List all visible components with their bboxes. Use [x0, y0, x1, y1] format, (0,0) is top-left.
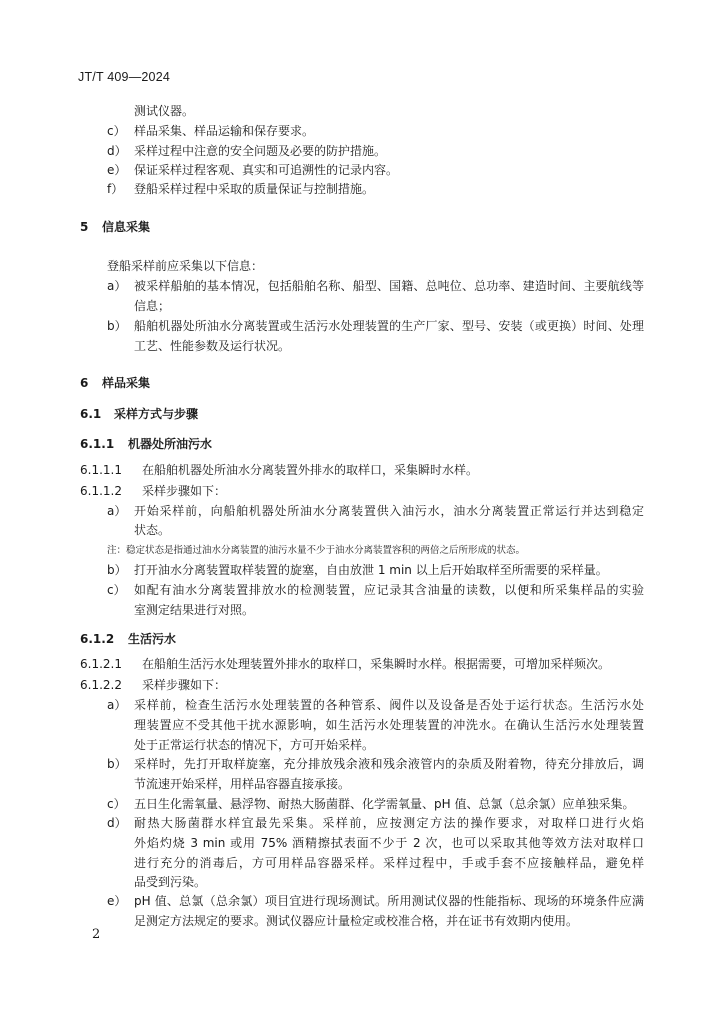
subsection-heading-6-1-2 [80, 631, 176, 647]
list-marker-d: d） [107, 816, 127, 830]
clause-number: 6.1.1.2 [80, 484, 122, 498]
section-title: 信息采集 [102, 220, 151, 234]
list-item-text: 节流速开始采样，用样品容器直接承接。 [134, 777, 351, 791]
section-heading-5 [80, 219, 150, 235]
list-marker-c: c） [107, 797, 126, 811]
subsection-number: 6.1.2 [80, 632, 115, 646]
note-text: 注：稳定状态是指通过油水分离装置的油污水量不少于油水分离装置容积的两倍之后所形成的状态。 [107, 545, 526, 556]
list-item-text: 工艺、性能参数及运行状况。 [134, 339, 291, 353]
list-item-text: 采样过程中注意的安全问题及必要的防护措施。 [134, 144, 387, 158]
list-item-text: 信息； [134, 299, 171, 313]
list-item-text: 处于正常运行状态的情况下，方可开始采样。 [134, 738, 375, 752]
list-marker-e: e） [107, 163, 127, 177]
clause-text: 在船舶生活污水处理装置外排水的取样口，采集瞬时水样。根据需要，可增加采样频次。 [142, 657, 611, 671]
list-item-text: 船舶机器处所油水分离装置或生活污水处理装置的生产厂家、型号、安装（或更换）时间、处理 [134, 319, 644, 333]
list-marker-d: d） [107, 144, 127, 158]
list-item-text: 登船采样过程中采取的质量保证与控制措施。 [134, 182, 375, 196]
subsection-number: 6.1 [80, 407, 102, 421]
clause-6-1-1-2 [80, 483, 226, 499]
clause-text: 采样步骤如下： [142, 484, 227, 498]
section-number: 5 [80, 220, 89, 234]
list-item-text: 状态。 [134, 523, 171, 537]
list-marker-f: f） [107, 182, 124, 196]
list-marker-a: a） [107, 698, 127, 712]
section-title: 样品采集 [102, 376, 151, 390]
list-item-text: 耐热大肠菌群水样宜最先采集。采样前，应按测定方法的操作要求，对取样口进行火焰 [134, 816, 644, 830]
list-item-text: pH 值、总氯（总余氯）项目宜进行现场测试。所用测试仪器的性能指标、现场的环境条件应满 [134, 894, 644, 908]
subsection-title: 机器处所油污水 [128, 437, 213, 451]
clause-text: 采样步骤如下： [142, 678, 227, 692]
list-marker-c: c） [107, 124, 126, 138]
standard-number-header: JT/T 409—2024 [78, 70, 171, 84]
list-marker-c: c） [107, 583, 126, 597]
list-marker-a: a） [107, 504, 127, 518]
subsection-number: 6.1.1 [80, 437, 115, 451]
clause-number: 6.1.2.1 [80, 657, 122, 671]
list-item-text: 品受到污染。 [134, 875, 207, 889]
clause-text: 在船舶机器处所油水分离装置外排水的取样口，采集瞬时水样。 [142, 463, 479, 477]
clause-number: 6.1.1.1 [80, 463, 122, 477]
clause-6-1-2-1 [80, 656, 610, 672]
list-item-text: 足测定方法规定的要求。测试仪器应计量检定或校准合格，并在证书有效期内使用。 [134, 914, 579, 928]
page-number: 2 [92, 927, 101, 942]
list-item-text: 采样前，检查生活污水处理装置的各种管系、阀件以及设备是否处于运行状态。生活污水处 [134, 698, 644, 712]
list-marker-b: b） [107, 757, 127, 771]
subsection-title: 生活污水 [128, 632, 177, 646]
section-heading-6 [80, 375, 150, 391]
subsection-title: 采样方式与步骤 [114, 407, 199, 421]
list-item-text: 采样时，先打开取样旋塞，充分排放残余液和残余液管内的杂质及附着物，待充分排放后，调 [134, 757, 644, 771]
list-item-continuation: 测试仪器。 [134, 104, 195, 118]
clause-number: 6.1.2.2 [80, 678, 122, 692]
list-item-text: 保证采样过程客观、真实和可追溯性的记录内容。 [134, 163, 399, 177]
clause-6-1-2-2 [80, 677, 226, 693]
list-marker-b: b） [107, 319, 127, 333]
subsection-heading-6-1-1 [80, 436, 212, 452]
list-item-text: 打开油水分离装置取样装置的旋塞，自由放泄 1 min 以上后开始取样至所需要的采样量。 [134, 563, 608, 577]
list-item-text: 外焰灼烧 3 min 或用 75% 酒精擦拭表面不少于 2 次，也可以采取其他等效方法对取样口 [134, 836, 644, 850]
list-item-text: 样品采集、样品运输和保存要求。 [134, 124, 315, 138]
list-marker-e: e） [107, 894, 127, 908]
list-item-text: 被采样船舶的基本情况，包括船舶名称、船型、国籍、总吨位、总功率、建造时间、主要航线等 [134, 279, 644, 293]
paragraph-text: 登船采样前应采集以下信息： [107, 259, 264, 273]
list-item-text: 进行充分的消毒后，方可用样品容器采样。采样过程中，手或手套不应接触样品，避免样 [134, 856, 644, 870]
section-number: 6 [80, 376, 89, 390]
list-item-text: 室测定结果进行对照。 [134, 603, 255, 617]
list-marker-b: b） [107, 563, 127, 577]
subsection-heading-6-1 [80, 406, 198, 422]
list-item-text: 开始采样前，向船舶机器处所油水分离装置供入油污水，油水分离装置正常运行并达到稳定 [134, 504, 644, 518]
list-item-text: 五日生化需氧量、悬浮物、耐热大肠菌群、化学需氧量、pH 值、总氯（总余氯）应单独采集。 [134, 797, 635, 811]
list-item-text: 理装置应不受其他干扰水源影响，如生活污水处理装置的冲洗水。在确认生活污水处理装置 [134, 718, 644, 732]
list-marker-a: a） [107, 279, 127, 293]
list-item-text: 如配有油水分离装置排放水的检测装置，应记录其含油量的读数，以便和所采集样品的实验 [134, 583, 644, 597]
clause-6-1-1-1 [80, 462, 478, 478]
